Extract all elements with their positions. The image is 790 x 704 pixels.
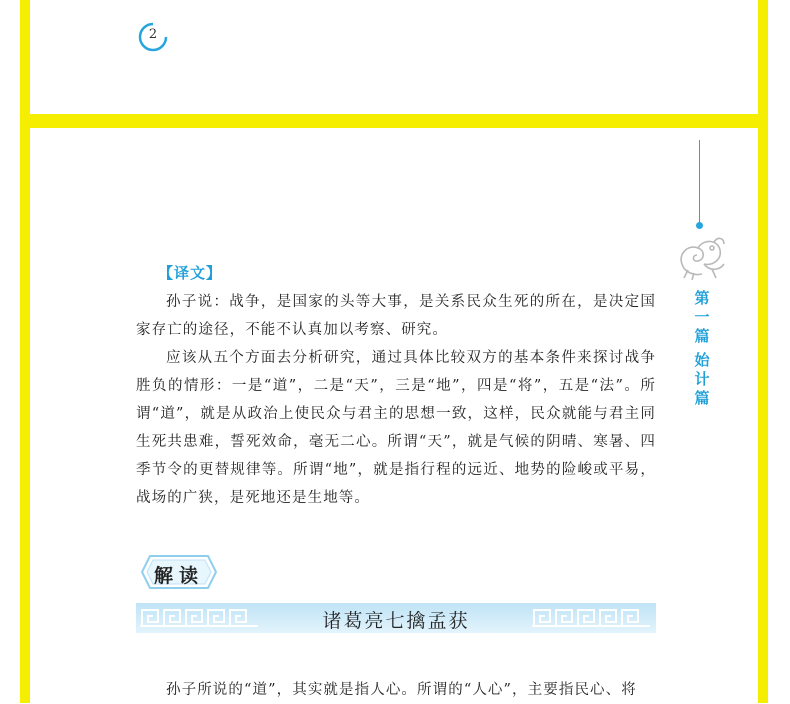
part-label: 第一篇 [694,289,710,345]
interpretation-heading: 解读 [153,565,204,587]
side-divider-line [699,140,700,225]
chapter-label: 始计篇 [694,351,710,407]
translation-paragraph-2: 应该从五个方面去分析研究，通过具体比较双方的基本条件来探讨战争胜负的情形：一是“道”，二是“天”，三是“地”，四是“将”，五是“法”。所谓“道”，就是从政治上使民众与君主的思想一致，这样，民众就能与君主同生死共患难，誓死效命，毫无二心。所谓“天”，就是气候的阴晴、寒暑、四季节令的更替规律等。所谓“地”，就是指行程的远近、地势的险峻或平易，战场的广狭，是死地还是生地等。 [136,350,656,506]
interpretation-heading-badge [140,553,218,591]
translation-paragraph-1: 孙子说：战争，是国家的头等大事，是关系民众生死的所在，是决定国家存亡的途径，不能不认真加以考察、研究。 [136,294,656,338]
top-page-frame [20,0,768,128]
side-divider-dot [696,222,703,229]
page-number-badge [138,22,168,52]
story-title-banner [136,603,656,633]
story-title: 诸葛亮七擒孟获 [322,610,470,632]
interpretation-paragraph: 孙子所说的“道”，其实就是指人心。所谓的“人心”，主要指民心、将 [166,682,637,698]
translation-tag: 【译文】 [158,264,223,282]
fret-pattern-right-icon [532,608,652,628]
page-number: 2 [148,27,158,42]
dragon-ornament-icon [674,234,728,282]
